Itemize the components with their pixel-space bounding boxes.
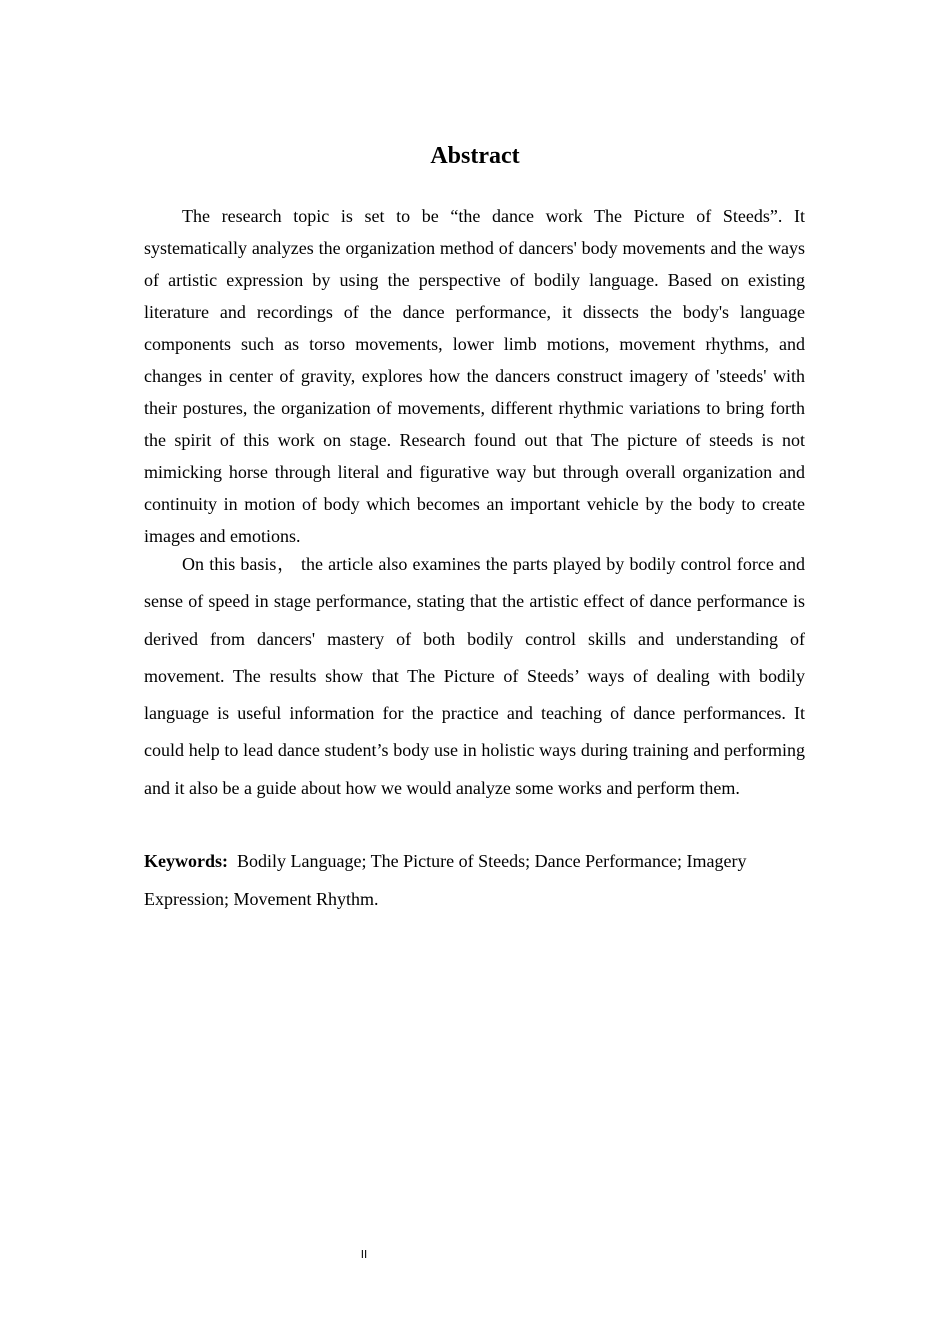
abstract-title: Abstract (430, 143, 520, 169)
abstract-paragraph-2: On this basis， the article also examines the parts played by bodily control force and sense of speed in stage performance, stating that the artistic effect of dance performance is derived from dancers' mastery of both bodily control skills and understanding of movement. The results show that The Picture of Steeds’ ways of dealing with bodily language is useful information for the practice and teaching of dance performances. It could help to lead dance student’s body use in holistic ways during training and performing and it also be a guide about how we would analyze some works and perform them. (144, 554, 805, 798)
keywords-line (144, 842, 805, 918)
keywords-text: Bodily Language; The Picture of Steeds; Dance Performance; Imagery Expression; Movement Rhythm. (144, 851, 747, 909)
keywords-label: Keywords: (144, 851, 228, 871)
page-number: II (360, 1248, 368, 1261)
abstract-paragraph-1: The research topic is set to be “the dance work The Picture of Steeds”. It systematically analyzes the organization method of dancers' body movements and the ways of artistic expression by using the perspective of bodily language. Based on existing literature and recordings of the dance performance, it dissects the body's language components such as torso movements, lower limb motions, movement rhythms, and changes in center of gravity, explores how the dancers construct imagery of 'steeds' with their postures, the organization of movements, different rhythmic variations to bring forth the spirit of this work on stage. Research found out that The picture of steeds is not mimicking horse through literal and figurative way but through overall organization and continuity in motion of body which becomes an important vehicle by the body to create images and emotions. (144, 206, 805, 546)
